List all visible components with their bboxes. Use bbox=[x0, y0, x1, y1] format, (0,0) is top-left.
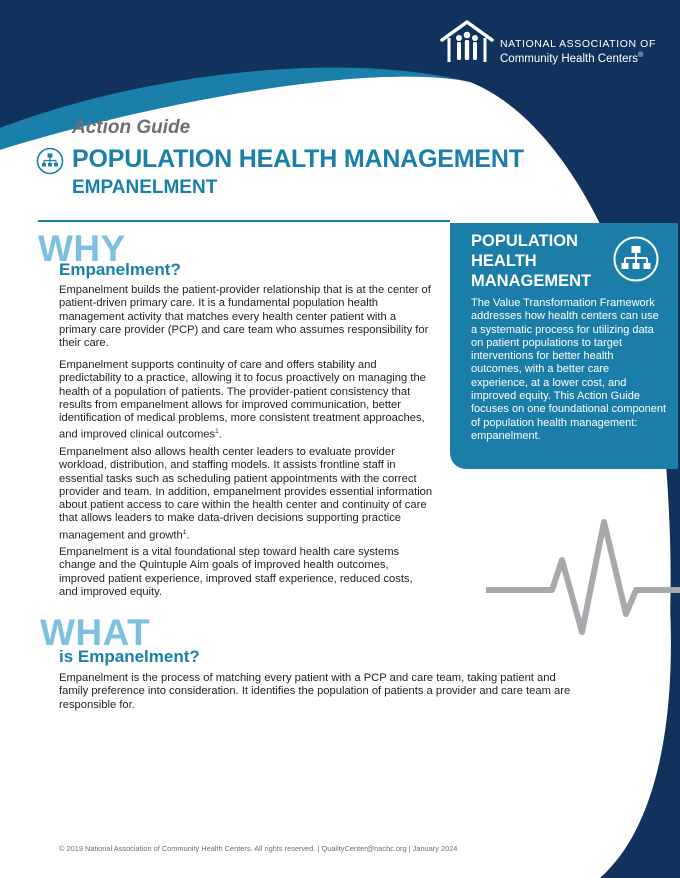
house-family-icon bbox=[438, 18, 496, 66]
callout-title: POPULATION HEALTH MANAGEMENT bbox=[471, 232, 592, 290]
why-paragraph-4: Empanelment is a vital foundational step toward health care systems change and the Quintuple Aim goals of improved health outcomes, improved patient experience, improved staff experience, reduced costs, and improved equity. bbox=[59, 546, 413, 598]
title-divider bbox=[38, 220, 450, 222]
why-paragraph-1: Empanelment builds the patient-provider relationship that is at the center of patient-driven primary care. It is a fundamental population health management activity that matches every health center patient with a primary care provider (PCP) and care team who assumes responsibility for their care. bbox=[59, 284, 431, 350]
what-heading: WHAT bbox=[40, 612, 151, 653]
org-name-line1: NATIONAL ASSOCIATION OF bbox=[500, 38, 656, 50]
callout-box bbox=[450, 223, 678, 469]
what-paragraph: Empanelment is the process of matching every patient with a PCP and care team, taking patient and family preference into consideration. It identifies the population of patients a provider and care team are responsible for. bbox=[59, 672, 571, 711]
why-paragraph-2: Empanelment supports continuity of care and offers stability and predictability to a practice, allowing it to focus proactively on managing the health of a population of patients. The provider-patient consistency that results from empanelment allows for improved communication, better identification of medical problems, more consistent treatment approaches, and improved clinical outcomes$^1$. bbox=[59, 359, 426, 442]
action-guide-label: Action Guide bbox=[72, 117, 191, 138]
heartbeat-line-icon bbox=[486, 518, 680, 640]
org-name-line2: Community Health Centers® bbox=[500, 52, 644, 65]
why-heading: WHY bbox=[38, 228, 126, 269]
network-hierarchy-icon bbox=[612, 235, 660, 283]
what-subheading: is Empanelment? bbox=[59, 647, 200, 666]
nachc-logo bbox=[438, 18, 668, 68]
page-subtitle: EMPANELMENT bbox=[72, 177, 218, 198]
page-title: POPULATION HEALTH MANAGEMENT bbox=[72, 145, 524, 173]
footer-text: © 2019 National Association of Community Health Centers. All rights reserved. | QualityCenter@nachc.org | January 2024 bbox=[59, 844, 458, 853]
why-subheading: Empanelment? bbox=[59, 260, 181, 279]
network-hierarchy-icon bbox=[36, 147, 64, 175]
callout-body: The Value Transformation Framework addresses how health centers can use a systematic process for utilizing data on patient populations to target interventions for better health outcomes, with a better care experience, at a lower cost, and improved equity. This Action Guide focuses on one foundational component of population health management: empanelment. bbox=[471, 297, 667, 442]
why-paragraph-3: Empanelment also allows health center leaders to evaluate provider workload, distribution, and staffing models. It assists frontline staff in essential tasks such as scheduling patient appointments with the correct provider and team. In addition, empanelment provides essential information about patient access to care within the health center and continuity of care that allows leaders to make data-driven decisions supporting practice management and growth$^1$. bbox=[59, 446, 433, 542]
